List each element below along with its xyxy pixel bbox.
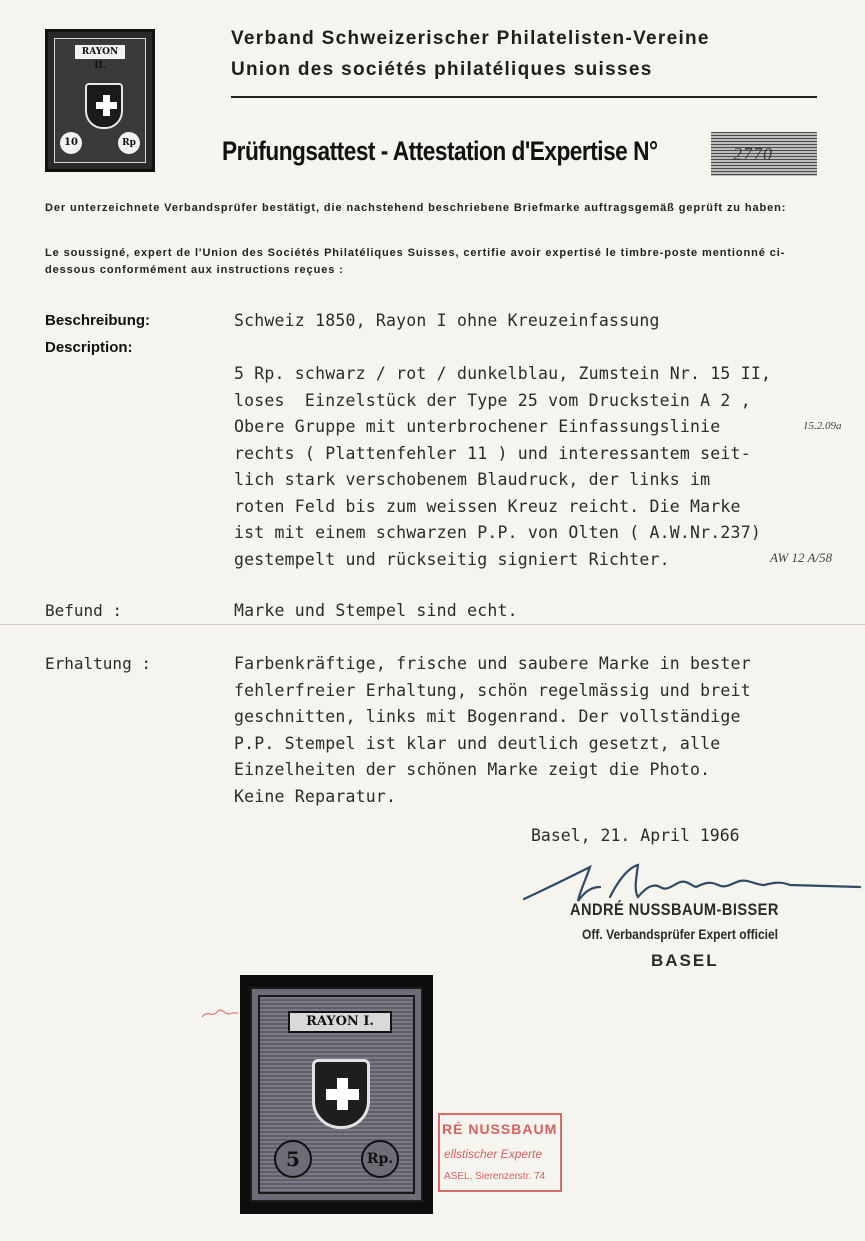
logo-rayon-label: RAYON II. <box>75 45 125 59</box>
expert-name: ANDRÉ NUSSBAUM-BISSER <box>570 900 779 919</box>
stamp-banner: RAYON I. <box>288 1011 392 1033</box>
association-logo-stamp <box>45 29 155 172</box>
expert-role: Off. Verbandsprüfer Expert officiel <box>582 926 779 942</box>
description-label-fr: Description: <box>45 339 133 356</box>
intro-de: Der unterzeichnete Verbandsprüfer bestätigt, die nachstehend beschriebene Briefmarke auftragsgemäß geprüft zu haben: <box>45 202 787 214</box>
expert-hand-stamp <box>438 1113 562 1192</box>
befund-text: Marke und Stempel sind echt. <box>234 601 518 620</box>
attest-title: Prüfungsattest - Attestation d'Expertise N° <box>222 136 658 166</box>
attest-number: 2770 <box>733 144 773 164</box>
red-stamp-line3: ASEL, Sierenzerstr. 74 <box>444 1171 546 1182</box>
stamp-frame <box>258 995 415 1194</box>
logo-frame <box>54 38 146 163</box>
header-rule <box>231 96 817 98</box>
erhaltung-label: Erhaltung : <box>45 654 151 673</box>
description-label-de: Beschreibung: <box>45 312 151 329</box>
logo-value: 10 <box>60 132 82 154</box>
swiss-cross-shield-icon <box>312 1059 370 1129</box>
place-date: Basel, 21. April 1966 <box>531 826 740 845</box>
description-title: Schweiz 1850, Rayon I ohne Kreuzeinfassung <box>234 311 660 330</box>
handwritten-note-2: AW 12 A/58 <box>770 550 833 565</box>
stamp-value: 5 <box>274 1140 312 1178</box>
swiss-shield-icon <box>85 83 123 129</box>
stamp-body <box>250 987 423 1202</box>
red-stamp-line2: ellstischer Experte <box>444 1147 543 1161</box>
org-name-de: Verband Schweizerischer Philatelisten-Vereine <box>231 28 710 49</box>
stamp-unit: Rp. <box>361 1140 399 1178</box>
stamp-photo <box>240 975 433 1214</box>
red-annotation-mark <box>200 1003 240 1023</box>
red-stamp-line1: RÉ NUSSBAUM <box>442 1121 558 1137</box>
description-text: 5 Rp. schwarz / rot / dunkelblau, Zumstein Nr. 15 II, loses Einzelstück der Type 25 vom Druckstein A 2 , Obere Gruppe mit unterbrochener Einfassungslinie rechts ( Plattenfehler 11 ) und interessantem seit- lich stark verschobenem Blaudruck, der links im roten Feld bis zum weissen Kreuz reicht. Die Marke ist mit einem schwarzen P.P. von Olten ( A.W.Nr.237) gestempelt und rückseitig signiert Richter. <box>234 364 772 569</box>
stamp-cross-horizontal <box>326 1089 359 1100</box>
cross-horizontal <box>96 102 117 109</box>
intro-fr: Le soussigné, expert de l'Union des Sociétés Philatéliques Suisses, certifie avoir expertisé le timbre-poste mentionné ci-dessous conformément aux instructions reçues : <box>45 247 786 276</box>
erhaltung-text: Farbenkräftige, frische und saubere Marke in bester fehlerfreier Erhaltung, schön regelmässig und breit geschnitten, links mit Bogenrand. Der vollständige P.P. Stempel ist klar und deutlich gesetzt, alle Einzelheiten der schönen Marke zeigt die Photo. Keine Reparatur. <box>234 654 751 806</box>
org-name-fr: Union des sociétés philatéliques suisses <box>231 59 653 80</box>
befund-label: Befund : <box>45 601 123 620</box>
expert-city: BASEL <box>651 951 719 970</box>
logo-unit: Rp <box>118 132 140 154</box>
handwritten-note-1: 15.2.09a <box>803 420 842 432</box>
